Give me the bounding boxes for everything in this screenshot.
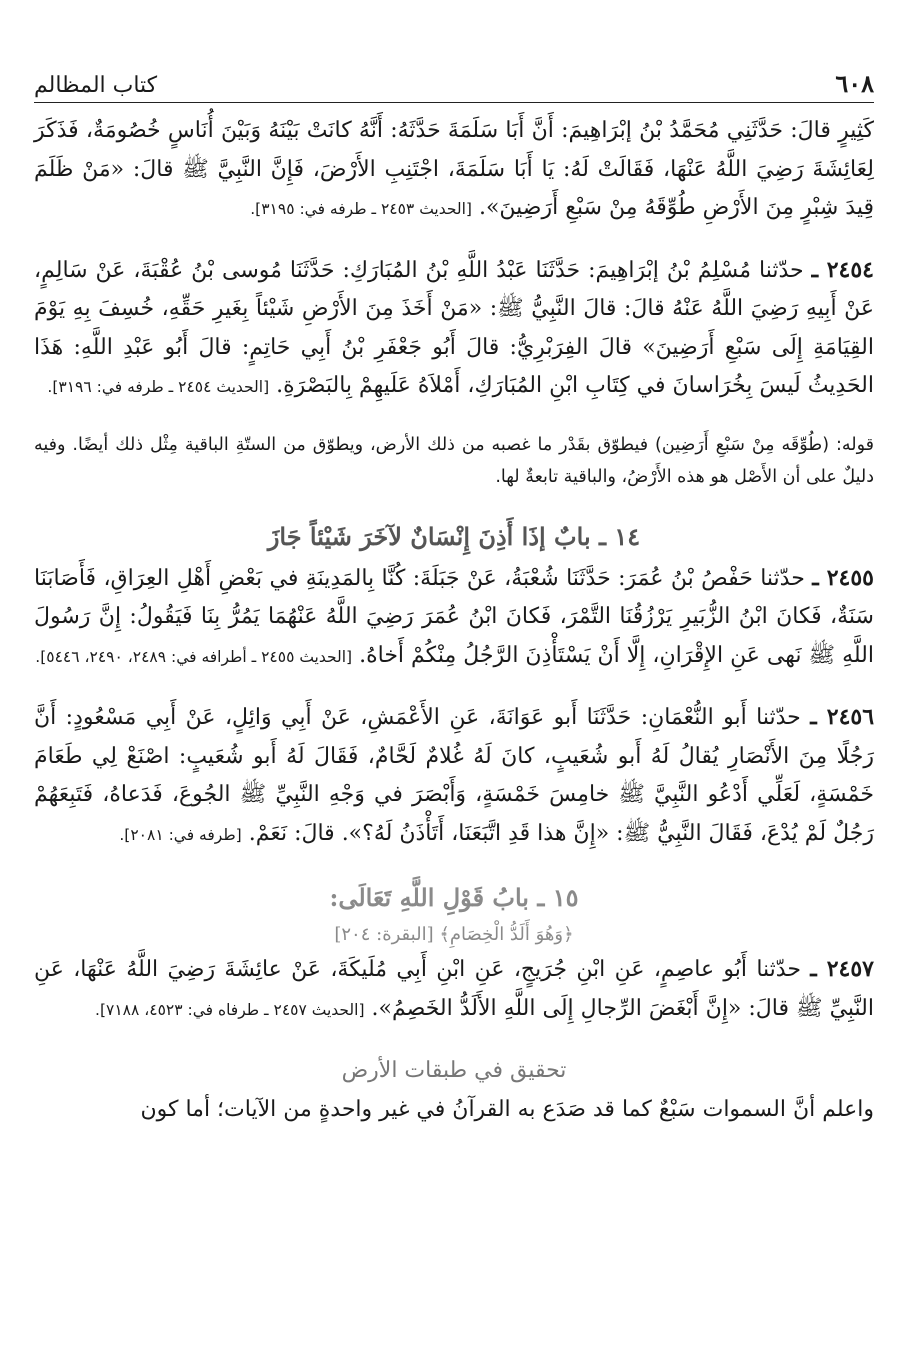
hadith-number: ٢٤٥٥ ـ <box>812 564 874 591</box>
hadith-2455 <box>34 559 874 677</box>
hadith-text: حدّثنا مُسْلِمُ بْنُ إبْرَاهِيمَ: حَدَّثَنَا عَبْدُ اللَّهِ بْنُ المُبَارَكِ: حَدَّثَنَا مُوسى بْنُ عُقْبَةَ، عَنْ سَالِمٍ، عَنْ أَبِيهِ رَضِيَ اللَّهُ عَنْهُ قالَ: قالَ النَّبِيُّ ﷺ: «مَنْ أَخَذَ مِنَ الأَرْضِ شَيْئاً بِغَيرِ حَقِّهِ، خُسِفَ بِهِ يَوْمَ القِيَامَةِ إِلَى سَبْعِ أَرَضِينَ» قالَ الفِرَبْرِيُّ: قالَ أَبُو جَعْفَرِ بْنُ أَبِي حَاتِمٍ: قالَ أَبُو عَبْدِ اللَّهِ: هَذَا الحَدِيثُ لَيسَ بِخُرَاسانَ في كِتَابِ ابْنِ المُبَارَكِ، أَمْلاَهُ عَلَيهِمْ بِالبَصْرَةِ. <box>34 257 874 398</box>
hadith-reference: [طرفه في: ٢٠٨١]. <box>119 825 242 844</box>
hadith-number: ٢٤٥٧ ـ <box>810 956 874 982</box>
hadith-reference: [الحديث ٢٤٥٥ ـ أطرافه في: ٢٤٨٩، ٢٤٩٠، ٥٤٤٦]. <box>35 647 353 666</box>
quran-verse: ﴿وَهُوَ أَلَدُّ الْخِصَامِ﴾ [البقرة: ٢٠٤] <box>334 924 574 945</box>
hadith-reference: [الحديث ٢٤٥٤ ـ طرفه في: ٣١٩٦]. <box>47 378 270 396</box>
hadith-text: حدّثنا أَبو النُّعْمَانِ: حَدَّثَنَا أَبو عَوَانَةَ، عَنِ الأَعْمَشِ، عَنْ أَبِي وَائِلٍ، عَنْ أَبِي مَسْعُودٍ: أَنَّ رَجُلًا مِنَ الأَنْصَارِ يُقالُ لَهُ أَبو شُعَيبٍ، كانَ لَهُ غُلامٌ لَحَّامٌ، فَقَالَ لَهُ أَبو شُعَيبٍ: اصْنَعْ لِي طَعَامَ خَمْسَةٍ، لَعَلِّي أَدْعُو النَّبِيَّ ﷺ خامِسَ خَمْسَةٍ، وَأَبْصَرَ في وَجْهِ النَّبِيِّ ﷺ الجُوعَ، فَدَعاهُ، فَتَبِعَهُمْ رَجُلٌ لَمْ يُدْعَ، فَقَالَ النَّبِيُّ ﷺ: «إِنَّ هذا قَدِ اتَّبَعَنَا، أَتَأْذَنُ لَهُ؟». قالَ: نَعَمْ. <box>34 705 874 846</box>
section-heading: تحقيق في طبقات الأرض <box>341 1058 567 1083</box>
hadith-reference: [الحديث ٢٤٥٧ ـ طرفاه في: ٤٥٢٣، ٧١٨٨]. <box>95 1000 365 1019</box>
hadith-number: ٢٤٥٦ ـ <box>810 704 875 730</box>
page-number: ٦٠٨ <box>835 69 874 98</box>
chapter-14-heading: ١٤ ـ بابٌ إذَا أَذِنَ إِنْسَانٌ لآخَرَ شَيْئاً جَازَ <box>267 521 641 551</box>
section-text: واعلم أنَّ السموات سَبْعٌ كما قد صَدَع به القرآنُ في غير واحدةٍ من الآيات؛ أما كون <box>140 1097 874 1122</box>
hadith-2454 <box>34 251 874 407</box>
hadith-2457 <box>34 950 874 1029</box>
hadith-reference: [الحديث ٢٤٥٣ ـ طرفه في: ٣١٩٥]. <box>250 200 472 218</box>
book-title: كتاب المظالم <box>34 73 158 98</box>
running-header <box>34 58 874 103</box>
chapter-15-heading: ١٥ ـ بابُ قَوْلِ اللَّهِ تَعَالَى: <box>329 883 579 912</box>
hadith-text: حدّثنا أَبُو عاصِمٍ، عَنِ ابْنِ جُرَيجٍ، عَنِ ابْنِ أَبِي مُلَيكَةَ، عَنْ عائِشَةَ رَضِيَ اللَّهُ عَنْهَا، عَنِ النَّبِيِّ ﷺ قالَ: «إِنَّ أَبْغَضَ الرِّجالِ إِلَى اللَّهِ الأَلَدُّ الخَصِمُ». <box>34 957 874 1021</box>
page-body <box>34 112 874 1130</box>
hadith-2453-continuation <box>34 112 874 229</box>
commentary-note: قوله: (طُوِّقَه مِنْ سَبْعِ أَرَضِين) فيطوّق بقَدْر ما غصبه من ذلك الأرض، ويطوّق من الستّةِ الباقية مِثْل ذلك أيضًا. وفيه دليلٌ على أن الأَصْل هو هذه الأَرْضُ، والباقية تابعةٌ لها. <box>34 434 874 487</box>
hadith-2456 <box>34 698 874 854</box>
hadith-text: كَثِيرٍ قالَ: حَدَّثَنِي مُحَمَّدُ بْنُ إبْرَاهِيمَ: أَنَّ أَبَا سَلَمَةَ حَدَّثَهُ: أَنَّهُ كانَتْ بَيْنَهُ وَبَيْنَ أُنَاسٍ خُصُومَةٌ، فَذَكَرَ لِعَائِشَةَ رَضِيَ اللَّهُ عَنْهَا، فَقَالَتْ لَهُ: يَا أَبَا سَلَمَةَ، اجْتَنِبِ الأَرْضَ، فَإِنَّ النَّبِيَّ ﷺ قالَ: «مَنْ ظَلَمَ قِيدَ شِبْرٍ مِنَ الأَرْضِ طُوِّقَهُ مِنْ سَبْعِ أَرَضِينَ». <box>34 118 874 220</box>
hadith-number: ٢٤٥٤ ـ <box>811 256 874 283</box>
hadith-text: حدّثنا حَفْصُ بْنُ عُمَرَ: حَدَّثَنَا شُعْبَةُ، عَنْ جَبَلَةَ: كُنَّا بِالمَدِينَةِ في بَعْضِ أَهْلِ العِرَاقِ، فَأَصَابَنَا سَنَةٌ، فَكانَ ابْنُ الزُّبَيرِ يَرْزُقُنَا التَّمْرَ، فَكانَ ابْنُ عُمَرَ رَضِيَ اللَّهُ عَنْهُمَا يَمُرُّ بِنَا فَيَقُولُ: إِنَّ رَسُولَ اللَّهِ ﷺ نَهى عَنِ الإِقْرَانِ، إِلَّا أَنْ يَسْتَأْذِنَ الرَّجُلُ مِنْكُمْ أَخاهُ. <box>34 565 874 668</box>
